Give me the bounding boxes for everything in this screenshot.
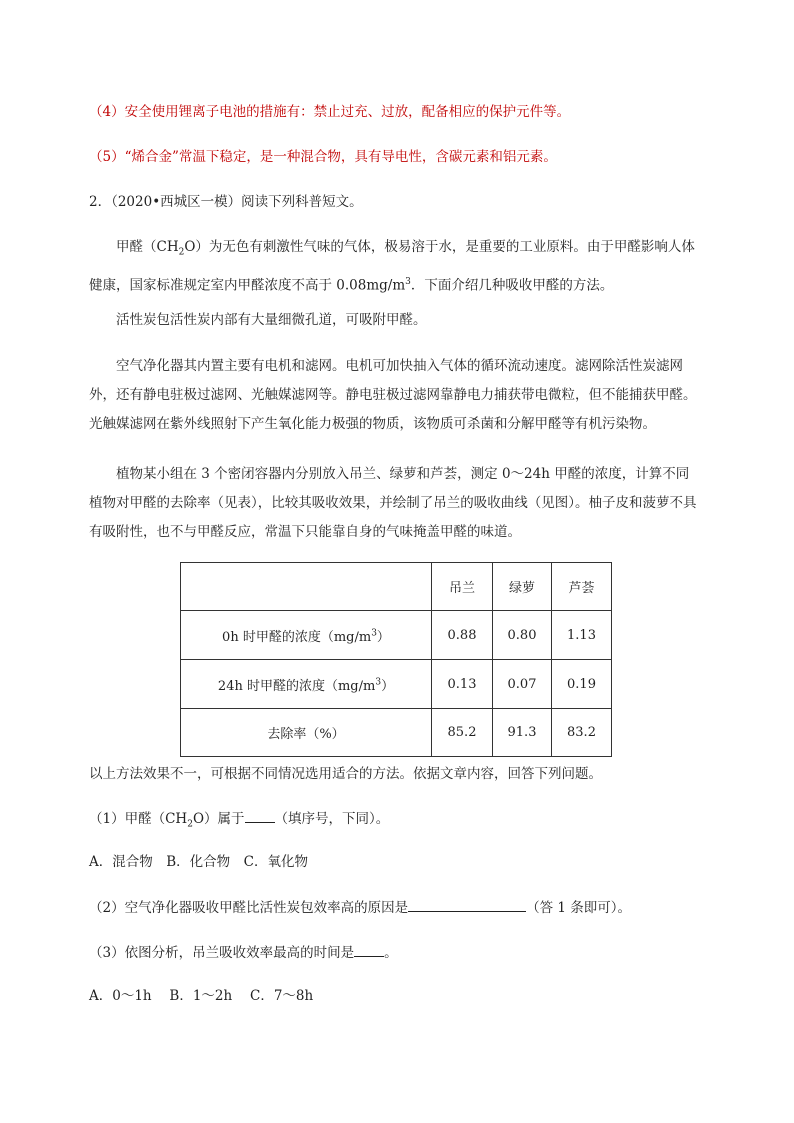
question-2: （2）空气净化器吸收甲醛比活性炭包效率高的原因是 （答 1 条即可）。 <box>89 897 631 918</box>
row-label: 去除率（%） <box>181 709 432 757</box>
row-label: 0h 时甲醛的浓度$(mg/m^3)$ <box>181 611 432 660</box>
question-3: （3）依图分析，吊兰吸收效率最高的时间是 。 <box>89 942 398 963</box>
table-cell: 85.2 <box>432 709 493 757</box>
removal-rate-table <box>180 562 612 757</box>
table-cell: 0.13 <box>432 660 493 709</box>
table-cell: 0.88 <box>432 611 493 660</box>
table-cell: 0.07 <box>493 660 552 709</box>
after-table-text: 以上方法效果不一，可根据不同情况选用适合的方法。依据文章内容，回答下列问题。 <box>89 766 602 782</box>
table-cell: 0.19 <box>552 660 612 709</box>
paragraph-formaldehyde: 甲醛$(CH_2O)$为无色有刺激性气味的气体，极易溶于水，是重要的工业原料。由于甲醛影响人体健康，国家标准规定室内甲醛浓度不高于 $0.08mg/m^3$．下面介绍几种吸收甲醛的方法。 <box>89 239 695 294</box>
answer-line-5: （5）“烯合金”常温下稳定，是一种混合物，具有导电性，含碳元素和铝元素。 <box>89 149 557 165</box>
paragraph-activated-carbon: 活性炭包活性炭内部有大量细微孔道，可吸附甲醛。 <box>116 312 427 328</box>
paragraph-air-purifier: 空气净化器其内置主要有电机和滤网。电机可加快抽入气体的循环流动速度。滤网除活性炭滤网外，还有静电驻极过滤网、光触媒滤网等。静电驻极过滤网靠静电力捕获带电微粒，但不能捕获甲醛。光触媒滤网在紫外线照射下产生氧化能力极强的物质，该物质可杀菌和分解甲醛等有机污染物。 <box>89 358 697 432</box>
table-row <box>181 709 612 757</box>
table-header-row <box>181 563 612 611</box>
table-cell: 91.3 <box>493 709 552 757</box>
table-cell: 1.13 <box>552 611 612 660</box>
table-header-cell: 吊兰 <box>432 563 493 611</box>
table-header-cell: 绿萝 <box>493 563 552 611</box>
answer-blank[interactable] <box>354 942 384 957</box>
row-label: 24h 时甲醛的浓度$(mg/m^3)$ <box>181 660 432 709</box>
question-3-options: A．0～1h B．1～2h C．7～8h <box>89 988 314 1004</box>
question-1: （1）甲醛$(CH_2O)$属于 （填序号，下同）。 <box>89 808 389 835</box>
paragraph-plants: 植物某小组在 3 个密闭容器内分别放入吊兰、绿萝和芦荟，测定 0～24h 甲醛的浓度，计算不同植物对甲醛的去除率（见表），比较其吸收效果，并绘制了吊兰的吸收曲线（见图）。柚子皮和菠萝不具有吸附性，也不与甲醛反应，常温下只能靠自身的气味掩盖甲醛的味道。 <box>89 466 697 540</box>
answer-blank[interactable] <box>408 897 526 912</box>
table-header-empty <box>181 563 432 611</box>
table-row <box>181 660 612 709</box>
answer-blank[interactable] <box>245 808 275 823</box>
table-row <box>181 611 612 660</box>
table-cell: 0.80 <box>493 611 552 660</box>
table-header-cell: 芦荟 <box>552 563 612 611</box>
answer-line-4: （4）安全使用锂离子电池的措施有：禁止过充、过放，配备相应的保护元件等。 <box>89 104 571 120</box>
table-cell: 83.2 <box>552 709 612 757</box>
question-header: 2．（2020•西城区一模）阅读下列科普短文。 <box>89 194 363 210</box>
question-1-options: A．混合物 B．化合物 C．氧化物 <box>89 854 308 870</box>
